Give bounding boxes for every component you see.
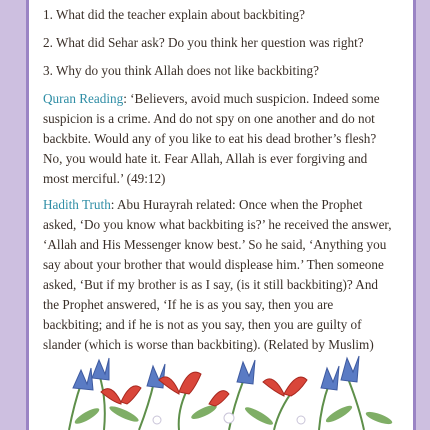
page-text bbox=[43, 5, 395, 361]
hadith-text: : Abu Hurayrah related: Once when the Prophet asked, ‘Do you know what backbiting is?’ he received the answer, ‘Allah and His Messenger know best.’ So he said, ‘Anything you say about your brother that would displease him.’ Then someone asked, ‘But if my brother is as I say, (is it still backbiting)? And the Prophet answered, ‘If he is as you say, then you are backbiting; and if he is not as you say, then you are guilty of slander (which is worse than backbiting). (Related by Muslim) bbox=[43, 197, 392, 352]
quran-reading bbox=[43, 89, 395, 189]
question-1: 1. What did the teacher explain about backbiting? bbox=[43, 7, 305, 22]
hadith-label: Hadith Truth bbox=[43, 197, 111, 212]
question-3: 3. Why do you think Allah does not like backbiting? bbox=[43, 63, 319, 78]
page-panel bbox=[26, 0, 416, 430]
question-2: 2. What did Sehar ask? Do you think her question was right? bbox=[43, 35, 364, 50]
quran-text: : ‘Believers, avoid much suspicion. Indeed some suspicion is a crime. And do not spy on one another and do not backbite. Would any of you like to eat his dead brother’s flesh? No, you would hate it. Fear Allah, Allah is ever forgiving and most merciful.’ (49:12) bbox=[43, 91, 380, 186]
flower-illustration bbox=[29, 344, 413, 430]
hadith-truth bbox=[43, 195, 395, 355]
quran-label: Quran Reading bbox=[43, 91, 124, 106]
